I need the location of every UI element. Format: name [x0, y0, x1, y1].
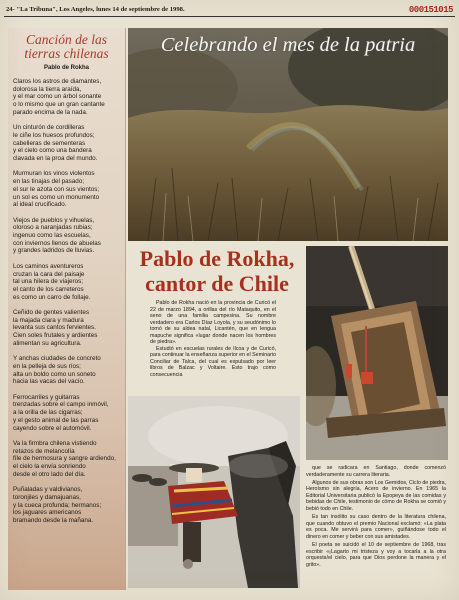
huaso-rider-photo: [128, 396, 300, 588]
poem-title: [8, 33, 125, 61]
poem-stanza: [13, 394, 119, 433]
poem-line: el canto de los carreteros: [13, 285, 84, 293]
poem-line: con inviernos llenos de abuelas: [13, 239, 101, 247]
poem-line: tal una hilera de viajeros;: [13, 278, 84, 286]
poem-line: al ideal crucificado.: [13, 201, 67, 209]
hero-title: Celebrando el mes de la patria: [160, 34, 416, 56]
poem-line: trenzadas sobre el campo inmóvil,: [13, 401, 109, 409]
poem-line: Un cinturón de cordilleras: [13, 124, 85, 132]
poem-line: hacia las vacas del vacío.: [13, 378, 85, 386]
header-dateline: 24- "La Tribuna", Los Angeles, lunes 14 de septiembre de 1998.: [6, 6, 185, 13]
poem-title-line-1: Canción de las: [26, 32, 107, 47]
article-headline: [134, 246, 300, 296]
poem-line: y el mar como un árbol sonante: [13, 93, 102, 101]
poem-line: y el cielo como una bandera: [13, 147, 92, 155]
article-paragraph: Algunos de sus obras son Los Gemidos, Ciclo de piedra, Heroísmo sin alegría, Acero de invierno. En 1965 la Editorial Universitaria publicó la Epopeya de las comidas y bebidas de Chile, testimonio de cómo de Rokha se comió y bebió todo en Chile.: [306, 479, 446, 513]
poem-column: [8, 28, 126, 590]
hero-photo: [128, 28, 448, 241]
poem-line: cruzan la cara del paisaje: [13, 270, 85, 278]
poem-line: clavada en la proa del mundo.: [13, 155, 98, 163]
poem-line: el sur le azota con sus vientos;: [13, 185, 100, 193]
poem-line: desde el otro lado del día.: [13, 470, 86, 478]
rider-on-horse-image: [128, 396, 300, 588]
poem-line: Los caminos aventureros: [13, 262, 84, 270]
poem-stanza: [13, 486, 119, 525]
article-column-1: [150, 300, 276, 378]
poem-line: Cien soles frutales y ardientes: [13, 332, 98, 340]
poem-line: o lo mismo que un gran cantante: [13, 101, 105, 109]
article-paragraph: El poeta se suicidó el 10 de septiembre de 1968, tras escribir «¡Lagarto mi tristeza y voy a tocarla a la otra orquesta!el cielo, para que Dios perdone la manera y el grito».: [306, 542, 446, 568]
headline-line-1: Pablo de Rokha,: [139, 246, 295, 271]
poem-line: y grandes ladridos de lluvias.: [13, 247, 95, 255]
headline-line-2: cantor de Chile: [145, 271, 289, 296]
poem-line: Viejos de pueblos y vihuelas,: [13, 216, 95, 224]
poem-line: fíle de hermosura y sangre ardiendo,: [13, 455, 116, 463]
poem-line: bramando desde la mañana.: [13, 516, 94, 524]
poem-line: a la orilla de las cigarras;: [13, 409, 83, 417]
poem-title-line-2: tierras chilenas: [24, 46, 109, 61]
poem-line: alimentan su agricultura.: [13, 339, 82, 347]
article-paragraph: que se radicara en Santiago, donde comenzó verdaderamente su carrera literaria.: [306, 465, 446, 478]
poem-line: es como un carro de follaje.: [13, 293, 91, 301]
poem-stanza: [13, 170, 119, 209]
poem-line: retazos de melancolía: [13, 447, 75, 455]
poem-line: levanta sus cantos fervientes.: [13, 324, 96, 332]
article-paragraph: Pablo de Rokha nació en la provincia de Curicó el 22 de marzo 1894, a orillas del río Mataquito, en el seno de una familia campesina. Su nombre verdadero era Carlos Díaz Loyola, y su seudónimo lo tomó de su aldea natal, Licantén, que en lengua mapuche significa «lugar donde nacen los hombres de piedra».: [150, 300, 276, 345]
poem-line: parado encima de la nada.: [13, 108, 88, 116]
poem-line: Claros los astros de diamantes,: [13, 78, 102, 85]
poem-line: el cielo la envía sonriendo: [13, 463, 86, 471]
tools-photo: [306, 246, 448, 460]
poem-author: Pablo de Rokha: [43, 65, 89, 71]
poem-line: toronjiles y damajuanas,: [13, 493, 81, 501]
poem-stanza: [13, 217, 119, 256]
poem-line: Ceñido de gentes valientes: [13, 309, 89, 317]
archive-stamp: 000151015: [408, 4, 453, 15]
hero-landscape-image: [128, 28, 448, 241]
poem-line: la majada clara y madura: [13, 316, 84, 324]
poem-line: en las tinajas del pasado;: [13, 178, 85, 186]
article-paragraph: Estudió en escuelas rurales de Ilcoa y de Curicó, para continuar la enseñanza superior en el Seminario Conciliar de Talca, del cual es expulsado por leer libros de Balzac y Voltaire. Esto trajo como consecuencia: [150, 345, 276, 378]
poem-line: Ferrocarriles y guitarras: [13, 393, 80, 401]
poem-stanza: [13, 263, 119, 302]
poem-line: y la cueca profunda; hermanos;: [13, 501, 102, 509]
poem-line: Y anchas ciudades de concreto: [13, 355, 101, 363]
poem-line: un sol es como un monumento: [13, 193, 100, 201]
poem-line: oloroso a naranjadas rubias;: [13, 224, 93, 232]
poem-line: le ciñe los huesos profundos;: [13, 131, 95, 139]
article-paragraph: Es tan insólito su caso dentro de la literatura chilena, que cuando obtuvo el premio Nacional exclamó: «La plata es poca. Me servirá para comer», guiñándose todo el dinero en comer y beber con sus amistades.: [306, 514, 446, 540]
poem-line: cabelleras de sementeras: [13, 139, 86, 147]
poem-stanza: [13, 78, 119, 117]
poem-line: ingenuo como las escuelas,: [13, 232, 91, 240]
poem-line: en la pelleja de sus ríos;: [13, 362, 81, 370]
poem-line: Murmuran los vinos violentos: [13, 170, 95, 178]
poem-line: los jaguares americanos: [13, 509, 82, 517]
poem-line: Puñaladas y valdivianos,: [13, 486, 83, 494]
poem-line: y el gesto animal de las parras: [13, 416, 99, 424]
poem-body: [8, 78, 125, 525]
newspaper-header: [4, 3, 455, 17]
poem-stanza: [13, 440, 119, 479]
poem-line: Va la firmbra chilena vistiendo: [13, 439, 97, 447]
poem-line: alta un boldo como un soneto: [13, 370, 96, 378]
poem-stanza: [13, 309, 119, 348]
poem-stanza: [13, 355, 119, 386]
poem-stanza: [13, 124, 119, 163]
poem-line: dolorosa la tierra araída,: [13, 85, 82, 93]
wooden-trough-image: [306, 246, 448, 460]
poem-line: cayendo sobre el automóvil.: [13, 424, 92, 432]
article-column-2: [306, 465, 446, 570]
